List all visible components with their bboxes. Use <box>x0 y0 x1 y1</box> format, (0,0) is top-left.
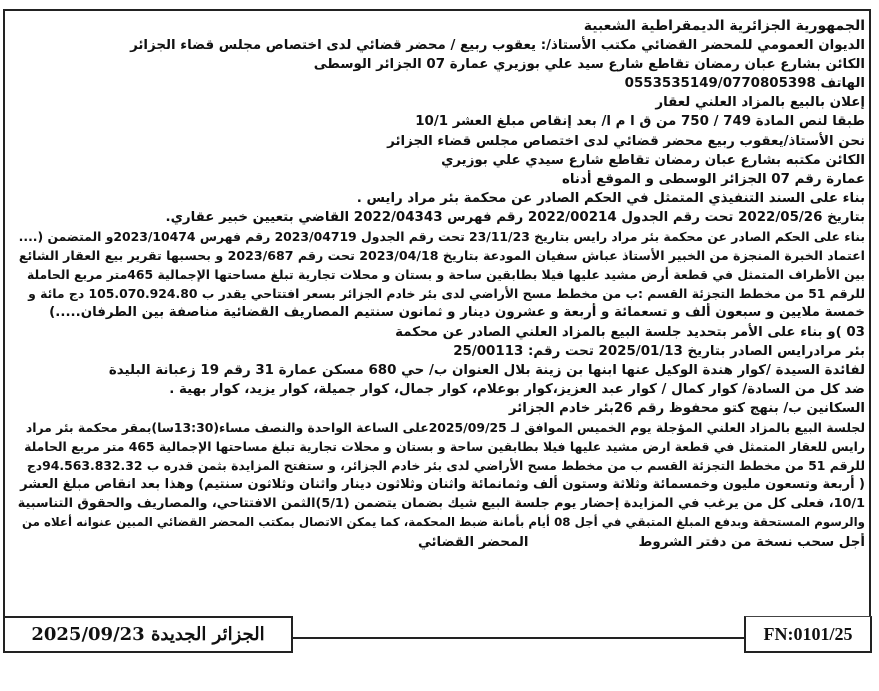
last-line: أجل سحب نسخة من دفتر الشروط <box>638 534 865 550</box>
phone-line: الهاتف 0553535149/0770805398 <box>624 76 865 92</box>
text-line: 10/1، فعلى كل من يرغب في المزايدة إحضار يوم جلسة البيع شيك بضمان يتضمن (5/1)الثمن الافتتاحي، والمصاريف والحقوق التناسبية <box>17 496 865 512</box>
publication-date: الجزائر الجديدة 2025/09/23 <box>31 624 265 645</box>
text-line: بناء على السند التنفيذي المتمثل في الحكم الصادر عن محكمة بئر مراد رايس . <box>356 190 865 206</box>
reference-box <box>744 616 872 653</box>
signature-row <box>15 533 865 552</box>
text-line: نحن الأستاذ/يعقوب ربيع محضر قضائي لدى اختصاص مجلس قضاء الجزائر <box>387 133 865 149</box>
office-line: الديوان العمومي للمحضر القضائي مكتب الأستاذ/: يعقوب ربيع / محضر قضائي لدى اختصاص مجلس قضاء الجزائر <box>130 38 865 54</box>
text-line: الكائن مكتبه بشارع عبان رمضان تقاطع شارع سيدي علي بوزيري <box>441 152 865 168</box>
text-line: ( أربعة وتسعون مليون وخمسمائة وثلاثة وستون ألف وثمانمائة واثنان وثلاثون دينار واثنان وثلاثون سنتيم) وهذا بعد انقاص مبلغ العشر <box>20 477 865 493</box>
text-line: بناء على الحكم الصادر عن محكمة بئر مراد رايس بتاريخ 23/11/23 تحت رقم الجدول 2023/04719 رقم فهرس 2023/10474و المتضمن (.... <box>18 229 865 245</box>
text-line: خمسة ملايين و سبعون ألف و تسعمائة و أربعة و عشرون دينار و ثمانون سنتيم المصاريف القضائية مناصفة بين الطرفان.....) <box>49 305 865 321</box>
address-line: الكائن بشارع عبان رمضان تقاطع شارع سيد علي بوزيري عمارة 07 الجزائر الوسطى <box>313 57 865 73</box>
text-line: لفائدة السيدة /كوار هندة الوكيل عنها ابنها بن زينة بلال العنوان ب/ حي 680 مسكن عمارة 31 رقم 19 زعبانة البليدة <box>108 362 865 378</box>
text-line: بين الأطراف المتمثل في قطعة أرض مشيد عليها فيلا بطابقين ساحة و بستان و محلات تجارية تبلغ مساحتها الإجمالية 465متر مربع الحاملة <box>26 267 865 283</box>
legal-basis-line: طبقا لنص المادة 749 / 750 من ق ا م ا/ بعد إنقاص مبلغ العشر 10/1 <box>415 114 865 130</box>
bailiff-signature: المحضر القضائي <box>417 534 529 550</box>
notice-title: إعلان بالبيع بالمزاد العلني لعقار <box>655 95 865 111</box>
republic-heading: الجمهورية الجزائرية الديمقراطية الشعبية <box>583 18 865 34</box>
text-line: ضد كل من السادة/ كوار كمال / كوار عبد العزيز،كوار بوعلام، كوار جمال، كوار جميلة، كوار يزيد، كوار بهية . <box>169 381 865 397</box>
reference-number: FN:0101/25 <box>763 623 853 644</box>
auction-notice-body <box>15 17 865 552</box>
text-line: 03 )و بناء على الأمر بتحديد جلسة البيع بالمزاد العلني الصادر عن محكمة <box>395 324 865 340</box>
text-line: بتاريخ 2022/05/26 تحت رقم الجدول 2022/00214 رقم فهرس 2022/04343 القاضي بتعيين خبير عقاري. <box>165 209 865 225</box>
text-line: للرقم 51 من مخطط التجزئة القسم :ب من مخطط مسح الأراضي لدى بئر خادم الجزائر بسعر افتتاحي يقدر ب 105.070.924.80 دج مائة و <box>28 286 865 302</box>
text-line: اعتماد الخبرة المنجزة من الخبير الأستاذ عباش سفيان المودعة بتاريخ 2023/04/18 تحت رقم 2023/687 و بحسبها تقرير بيع العقار الشائع <box>18 248 865 264</box>
text-line: السكانين ب/ بنهج كتو محفوظ رقم 26بئر خادم الجزائر <box>508 400 865 416</box>
text-line: بئر مرادرايس الصادر بتاريخ 2025/01/13 تحت رقم: 25/00113 <box>453 343 865 359</box>
text-line: لجلسة البيع بالمزاد العلني المؤجلة يوم الخميس الموافق لـ 2025/09/25على الساعة الواحدة والنصف مساء(13:30سا)بمقر محكمة بئر مراد <box>25 419 865 435</box>
text-line: والرسوم المستحقة وبدفع المبلغ المتبقي في أجل 08 أيام بأمانة ضبط المحكمة، كما يمكن الاتصال بمكتب المحضر القضائي المبين عنوانه أعلاه من <box>21 515 865 530</box>
text-line: للرقم 51 من مخطط التجزئة القسم ب من مخطط مسح الأراضي لدى بئر خادم الجزائر، و ستفتح المزايدة بثمن قدره ب 94.563.832.32دج <box>26 458 865 474</box>
publication-date-box <box>3 616 293 653</box>
text-line: عمارة رقم 07 الجزائر الوسطى و الموقع أدناه <box>562 171 865 187</box>
text-line: رايس للعقار المتمثل في قطعة ارض مشيد عليها فيلا بطابقين ساحة و بستان و محلات تجارية تبلغ مساحتها الإجمالية 465 متر مربع الحاملة <box>24 439 865 455</box>
